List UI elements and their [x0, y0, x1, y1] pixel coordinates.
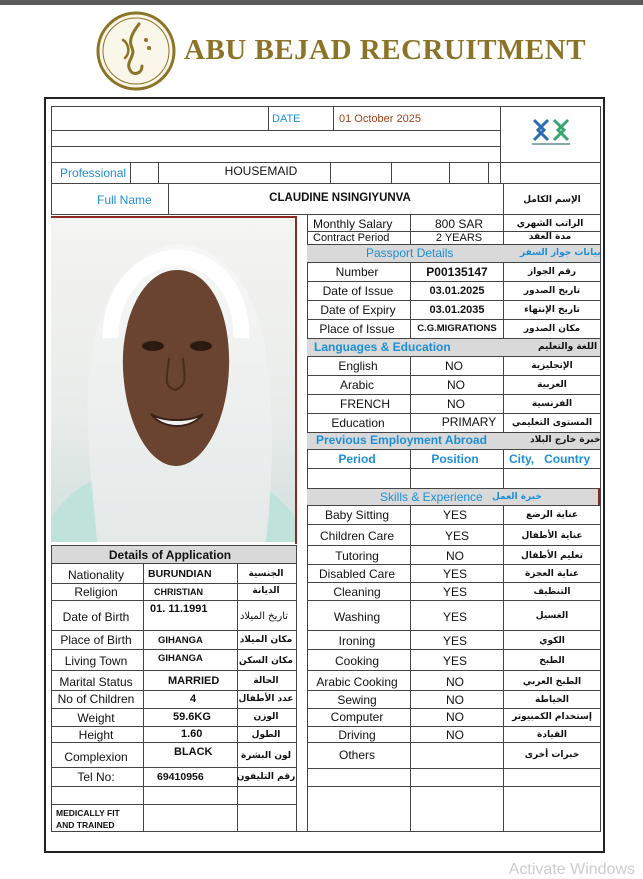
date-of-expiry-value: 03.01.2035: [429, 304, 485, 316]
date-of-issue-arabic: تاريخ الصدور: [523, 286, 581, 296]
education-label: Education: [331, 416, 385, 430]
employment-location-header: City, Country: [509, 452, 591, 466]
skill-washing-label: Washing: [333, 610, 381, 624]
living-town-label: Living Town: [64, 654, 128, 668]
living-town-arabic: مكان السكن: [239, 656, 293, 666]
height-arabic: الطول: [251, 730, 281, 740]
date-of-issue-value: 03.01.2025: [429, 285, 485, 297]
skill-disabled-care-arabic: عناية العجزة: [524, 569, 580, 579]
candidate-photo: [51, 218, 296, 542]
skill-disabled-care-label: Disabled Care: [318, 567, 396, 581]
education-arabic: المستوى التعليمي: [511, 418, 593, 428]
skill-baby-sitting-value: YES: [442, 508, 468, 522]
arabic-value: NO: [447, 378, 465, 392]
tel-value: 69410956: [157, 771, 204, 783]
french-label: FRENCH: [340, 397, 390, 411]
window-top-bar: [0, 0, 643, 5]
employment-position-header: Position: [431, 452, 479, 466]
skill-driving-arabic: القيادة: [537, 730, 567, 740]
skill-ironing-label: Ironing: [338, 634, 376, 648]
full-name-value: CLAUDINE NSINGIYUNVA: [269, 192, 411, 204]
place-of-birth-arabic: مكان الميلاد: [239, 635, 293, 645]
windows-activation-watermark: Activate Windows: [508, 861, 635, 878]
children-label: No of Children: [57, 692, 135, 706]
nationality-value: BURUNDIAN: [148, 568, 212, 580]
skill-tutoring-arabic: تعليم الأطفال: [521, 551, 583, 561]
languages-title: Languages & Education: [314, 340, 451, 354]
french-value: NO: [447, 397, 465, 411]
skill-washing-value: YES: [442, 610, 468, 624]
contract-period-label: Contract Period: [313, 232, 390, 244]
place-of-issue-label: Place of Issue: [319, 322, 395, 336]
date-of-birth-value: 01. 11.1991: [150, 603, 208, 615]
skills-title: Skills & Experience: [380, 490, 483, 504]
marital-status-label: Marital Status: [59, 675, 133, 689]
skill-children-care-arabic: عناية الأطفال: [521, 531, 583, 541]
skill-baby-sitting-label: Baby Sitting: [324, 508, 390, 522]
skill-baby-sitting-arabic: عناية الرضع: [525, 510, 579, 520]
passport-title: Passport Details: [366, 246, 454, 260]
children-arabic: عدد الأطفال: [238, 694, 294, 704]
english-value: NO: [445, 359, 463, 373]
complexion-label: Complexion: [64, 750, 128, 764]
arabic-label: Arabic: [339, 378, 375, 392]
complexion-value: BLACK: [174, 746, 213, 758]
skill-cleaning-arabic: التنظيف: [533, 587, 571, 597]
skill-driving-value: NO: [446, 728, 464, 742]
company-logo: [95, 10, 177, 92]
skill-computer-arabic: إستخدام الكمبيوتر: [512, 712, 592, 722]
skill-driving-label: Driving: [338, 728, 376, 742]
living-town-value: GIHANGA: [158, 653, 203, 664]
passport-number-arabic: رقم الجواز: [527, 267, 577, 277]
skill-ironing-arabic: الكوي: [539, 636, 565, 646]
skill-cleaning-label: Cleaning: [333, 585, 381, 599]
monthly-salary-arabic: الراتب الشهري: [516, 219, 584, 229]
skill-children-care-value: YES: [444, 529, 470, 543]
monthly-salary-value: 800 SAR: [434, 217, 484, 231]
skill-children-care-label: Children Care: [319, 529, 395, 543]
date-value: 01 October 2025: [339, 113, 421, 125]
nationality-arabic: الجنسية: [248, 569, 284, 579]
nationality-label: Nationality: [67, 568, 125, 582]
weight-value: 59.6KG: [173, 711, 211, 723]
company-name: ABU BEJAD RECRUITMENT: [184, 34, 587, 66]
religion-label: Religion: [74, 585, 118, 599]
skills-title-arabic: خبرة العمل: [492, 492, 542, 502]
skill-disabled-care-value: YES: [442, 567, 468, 581]
english-label: English: [338, 359, 378, 373]
agency-logo-icon: [528, 114, 574, 148]
religion-value: CHRISTIAN: [154, 587, 203, 597]
passport-number-value: P00135147: [426, 265, 488, 279]
contract-period-arabic: مدة العقد: [528, 232, 572, 242]
skill-cooking-value: YES: [442, 654, 468, 668]
complexion-arabic: لون البشرة: [240, 751, 292, 761]
skill-computer-value: NO: [446, 710, 464, 724]
professional-label: Professional: [60, 166, 127, 180]
skill-sewing-value: NO: [446, 693, 464, 707]
tel-label: Tel No:: [77, 770, 115, 784]
height-label: Height: [78, 728, 114, 742]
marital-status-arabic: الحالة: [253, 676, 279, 686]
children-value: 4: [190, 693, 197, 705]
arabic-arabic: العربية: [537, 380, 567, 390]
place-of-issue-value: C.G.MIGRATIONS: [417, 323, 497, 334]
employment-title-arabic: خبرة خارج البلاد: [530, 435, 601, 445]
skill-cleaning-value: YES: [442, 585, 468, 599]
passport-title-arabic: بيانات جواز السفر: [520, 248, 601, 258]
skill-cooking-arabic: الطبخ: [539, 656, 565, 666]
skill-arabic-cooking-arabic: الطبخ العربي: [522, 677, 582, 687]
skill-sewing-arabic: الخياطة: [535, 695, 569, 705]
employment-title: Previous Employment Abroad: [316, 433, 487, 447]
tel-arabic: رقم التليفون: [236, 772, 296, 782]
professional-value: HOUSEMAID: [224, 164, 298, 178]
skill-washing-arabic: الغسيل: [535, 611, 569, 621]
skill-sewing-label: Sewing: [337, 693, 377, 707]
monthly-salary-label: Monthly Salary: [313, 217, 393, 231]
date-of-birth-arabic: تاريخ الميلاد: [239, 611, 289, 622]
skill-tutoring-value: NO: [446, 549, 464, 563]
skill-cooking-label: Cooking: [334, 654, 380, 668]
education-value: PRIMARY: [441, 415, 497, 429]
date-label: DATE: [272, 113, 301, 125]
french-arabic: الفرنسية: [531, 399, 573, 409]
religion-arabic: الديانة: [252, 586, 280, 596]
skill-others-label: Others: [338, 748, 376, 762]
height-value: 1.60: [181, 728, 203, 740]
languages-title-arabic: اللغة والتعليم: [538, 342, 598, 352]
weight-arabic: الوزن: [253, 712, 279, 722]
full-name-label: Full Name: [97, 193, 152, 207]
skill-computer-label: Computer: [330, 710, 384, 724]
place-of-issue-arabic: مكان الصدور: [523, 324, 581, 334]
date-of-issue-label: Date of Issue: [322, 284, 394, 298]
marital-status-value: MARRIED: [168, 675, 220, 687]
place-of-birth-label: Place of Birth: [60, 633, 132, 647]
medical-note-line-2: AND TRAINED: [56, 820, 115, 830]
english-arabic: الإنجليزية: [531, 361, 573, 371]
date-of-expiry-label: Date of Expiry: [320, 303, 396, 317]
skill-arabic-cooking-label: Arabic Cooking: [316, 675, 398, 689]
full-name-arabic: الإسم الكامل: [523, 195, 581, 205]
skill-others-arabic: خبرات أخرى: [524, 750, 580, 760]
medical-note-line-1: MEDICALLY FIT: [56, 808, 120, 818]
application-title: Details of Application: [108, 548, 232, 562]
skill-arabic-cooking-value: NO: [446, 675, 464, 689]
skill-tutoring-label: Tutoring: [335, 549, 379, 563]
contract-period-value: 2 YEARS: [435, 232, 483, 244]
skill-ironing-value: YES: [442, 634, 468, 648]
passport-number-label: Number: [335, 265, 379, 279]
weight-label: Weight: [77, 711, 115, 725]
employment-period-header: Period: [338, 452, 376, 466]
date-of-expiry-arabic: تاريخ الإنتهاء: [524, 305, 580, 315]
place-of-birth-value: GIHANGA: [158, 635, 203, 646]
date-of-birth-label: Date of Birth: [62, 610, 130, 624]
